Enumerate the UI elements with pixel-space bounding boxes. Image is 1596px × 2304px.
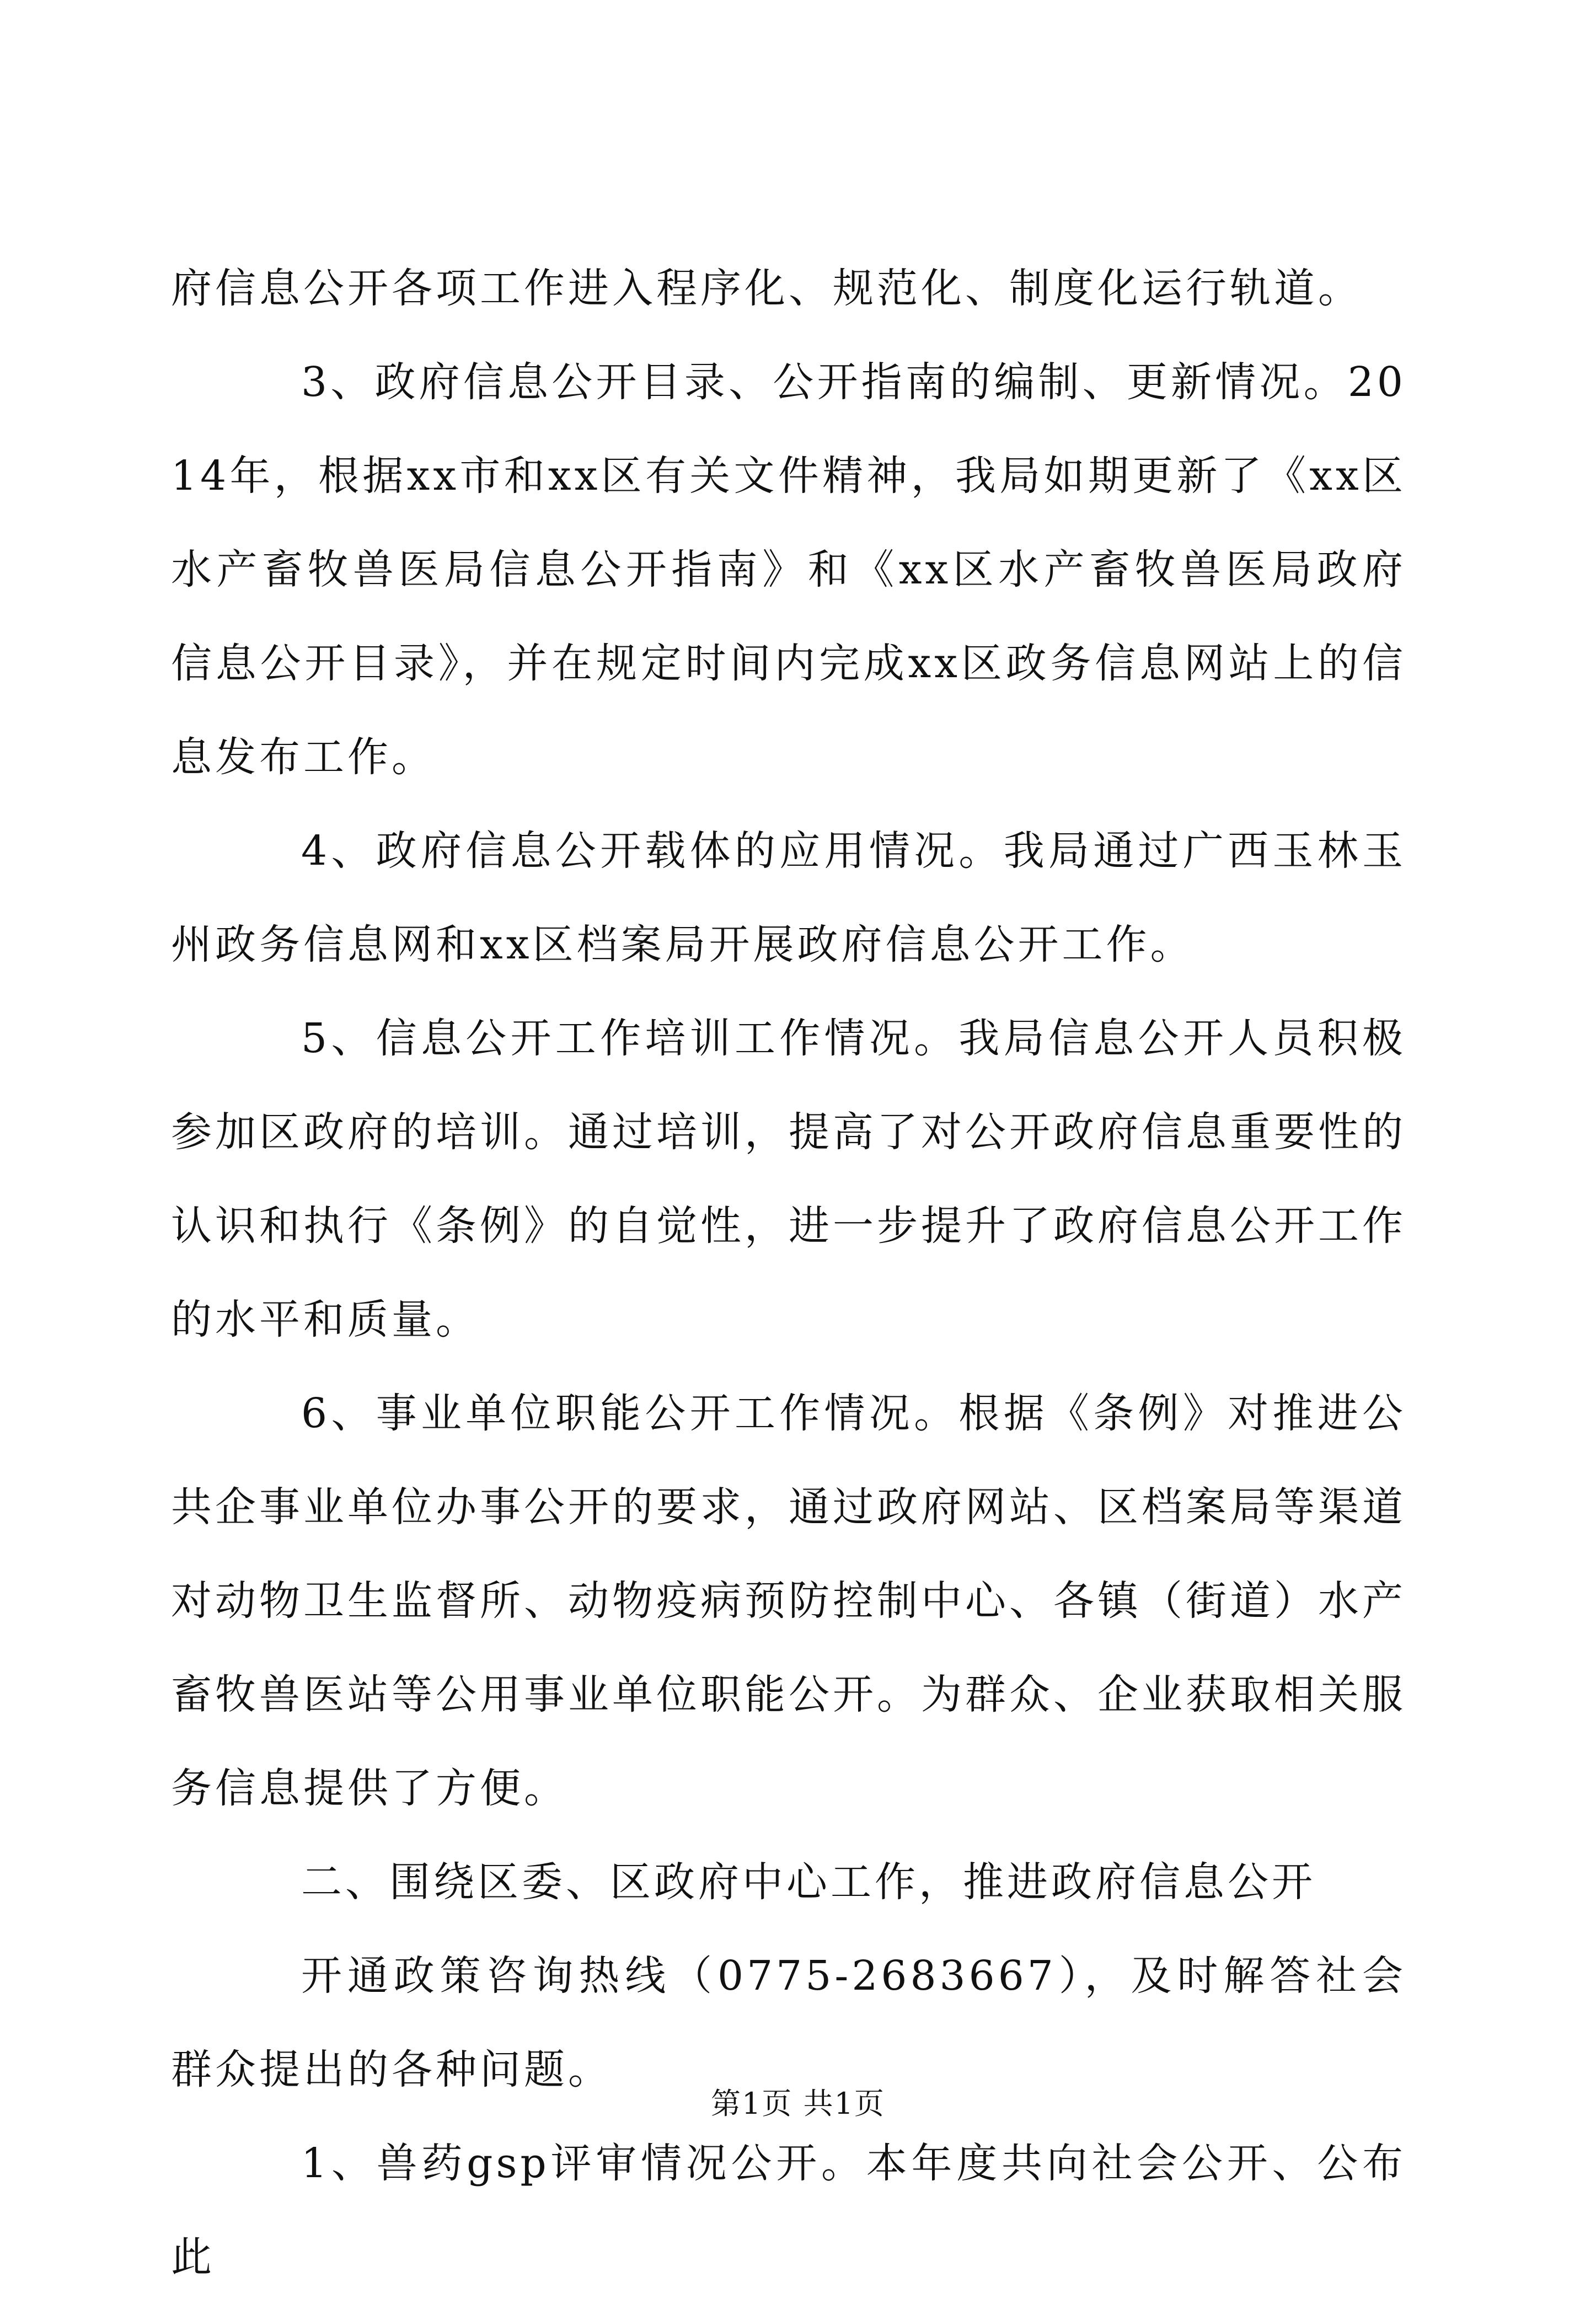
paragraph-item-3: 3、政府信息公开目录、公开指南的编制、更新情况。2014年，根据xx市和xx区有关文件精神，我局如期更新了《xx区水产畜牧兽医局信息公开指南》和《xx区水产畜牧兽医局政府信息公开目录》，并在规定时间内完成xx区政务信息网站上的信息发布工作。 [171, 358, 1406, 781]
page-footer [0, 2082, 1596, 2126]
paragraph-item-5: 5、信息公开工作培训工作情况。我局信息公开人员积极参加区政府的培训。通过培训，提高了对公开政府信息重要性的认识和执行《条例》的自觉性，进一步提升了政府信息公开工作的水平和质量。 [171, 1015, 1406, 1343]
section-heading-2: 二、围绕区委、区政府中心工作，推进政府信息公开 [301, 1858, 1316, 1906]
paragraph-item-1-gsp: 1、兽药gsp评审情况公开。本年度共向社会公开、公布此 [171, 2140, 1406, 2281]
document-body [171, 242, 1406, 2304]
paragraph-item-4: 4、政府信息公开载体的应用情况。我局通过广西玉林玉州政务信息网和xx区档案局开展政府信息公开工作。 [171, 827, 1406, 968]
paragraph-continuation: 府信息公开各项工作进入程序化、规范化、制度化运行轨道。 [171, 265, 1362, 312]
paragraph-item-6: 6、事业单位职能公开工作情况。根据《条例》对推进公共企事业单位办事公开的要求，通过政府网站、区档案局等渠道对动物卫生监督所、动物疫病预防控制中心、各镇（街道）水产畜牧兽医站等公用事业单位职能公开。为群众、企业获取相关服务信息提供了方便。 [171, 1390, 1406, 1812]
page-number-label: 第1页 共1页 [711, 2086, 885, 2121]
paragraph-hotline: 开通政策咨询热线（0775-2683667），及时解答社会群众提出的各种问题。 [171, 1952, 1406, 2093]
